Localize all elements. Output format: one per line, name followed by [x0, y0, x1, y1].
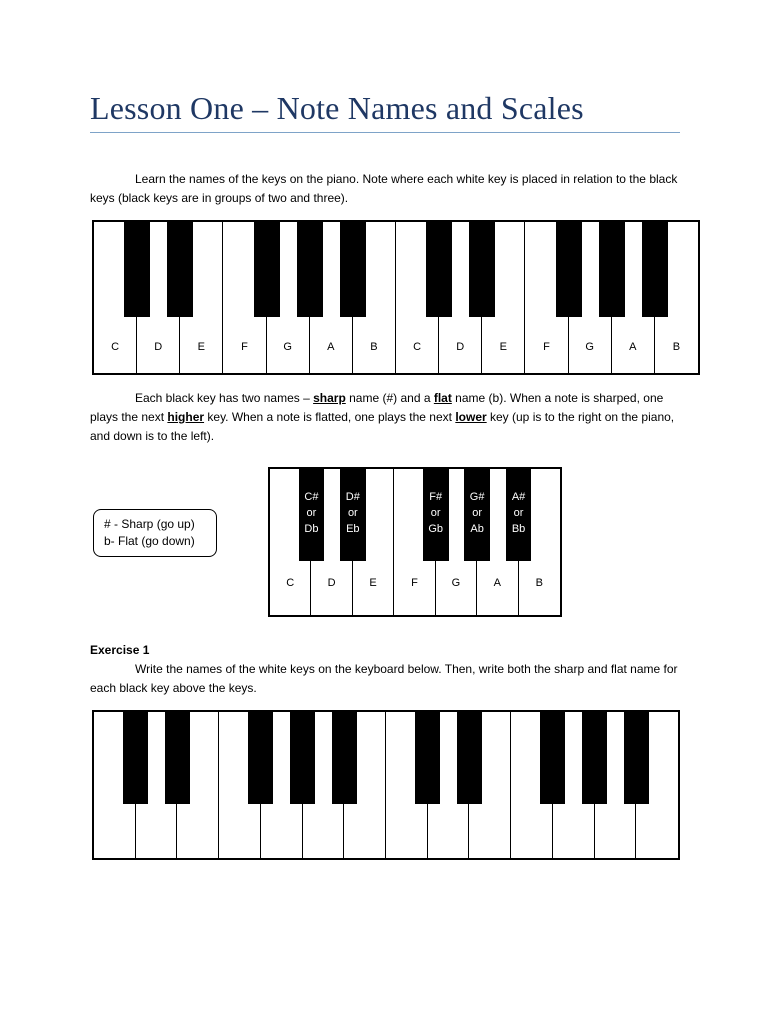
black-key: [340, 469, 366, 561]
explanation-paragraph: Each black key has two names – sharp name (#) and a flat name (b). When a note is sharped, one plays the next higher key. When a note is flatted, one plays the next lower key (up is to the right on the piano, and down is to the left).: [90, 391, 675, 443]
black-key: [290, 712, 315, 804]
black-key: [415, 712, 440, 804]
white-key-label: D: [456, 341, 465, 353]
exercise-text: Write the names of the white keys on the keyboard below. Then, write both the sharp and flat name for each black key above the keys.: [90, 662, 678, 695]
white-key-label: C: [286, 577, 295, 589]
black-key: [506, 469, 532, 561]
white-key-label: G: [585, 341, 594, 353]
white-key-label: B: [672, 341, 681, 353]
black-key-label: A# or Bb: [511, 491, 526, 535]
white-key-label: A: [629, 341, 637, 353]
black-key: [299, 469, 325, 561]
white-key-label: F: [241, 341, 248, 353]
white-key-label: E: [369, 577, 377, 589]
white-key-label: B: [370, 341, 378, 353]
white-key-label: B: [535, 577, 543, 589]
white-key-label: A: [327, 341, 335, 353]
keyboard-sharps-flats: [268, 467, 562, 617]
exercise-paragraph: [90, 660, 680, 698]
black-key-label: F# or Gb: [428, 491, 444, 535]
black-key: [340, 222, 366, 317]
sharp-term: sharp: [313, 391, 346, 405]
black-key: [540, 712, 565, 804]
black-key: [624, 712, 649, 804]
white-key-label: F: [543, 341, 550, 353]
black-key-label: G# or Ab: [469, 491, 485, 535]
white-key-label: E: [499, 341, 508, 353]
white-key-label: D: [327, 577, 336, 589]
black-key: [582, 712, 607, 804]
black-key: [124, 222, 150, 317]
black-key: [332, 712, 357, 804]
white-key-label: E: [197, 341, 206, 353]
black-key-label: D# or Eb: [345, 491, 360, 535]
flat-term: flat: [433, 391, 452, 405]
intro-text: Learn the names of the keys on the piano. Note where each white key is placed in relation to the black keys (black keys are in groups of two and three).: [90, 172, 678, 205]
keyboard-exercise: [92, 710, 680, 860]
black-key: [248, 712, 273, 804]
black-key: [167, 222, 193, 317]
intro-paragraph: [90, 170, 680, 208]
black-key: [297, 222, 323, 317]
black-key: [123, 712, 148, 804]
black-key: [426, 222, 452, 317]
black-key: [642, 222, 668, 317]
black-key-label: C# or Db: [304, 491, 319, 535]
black-key: [457, 712, 482, 804]
legend-flat: b- Flat (go down): [104, 534, 195, 548]
lower-term: lower: [455, 410, 487, 424]
white-key-label: F: [411, 577, 418, 589]
white-key-label: D: [154, 341, 163, 353]
black-key: [423, 469, 449, 561]
white-key-label: A: [493, 577, 502, 589]
sharp-flat-legend: [93, 509, 217, 557]
black-key: [254, 222, 280, 317]
keyboard-reference: [92, 220, 700, 375]
black-key: [556, 222, 582, 317]
white-key-label: G: [283, 341, 292, 353]
black-key: [599, 222, 625, 317]
legend-sharp: # - Sharp (go up): [104, 517, 195, 531]
white-key-label: C: [111, 341, 120, 353]
title-underline: [90, 132, 680, 133]
page-title: Lesson One – Note Names and Scales: [90, 90, 584, 126]
white-key-label: C: [413, 341, 422, 353]
black-key: [469, 222, 495, 317]
higher-term: higher: [167, 410, 205, 424]
black-key: [464, 469, 490, 561]
black-key: [165, 712, 190, 804]
white-key-label: G: [451, 577, 461, 589]
exercise-heading: Exercise 1: [90, 643, 150, 657]
